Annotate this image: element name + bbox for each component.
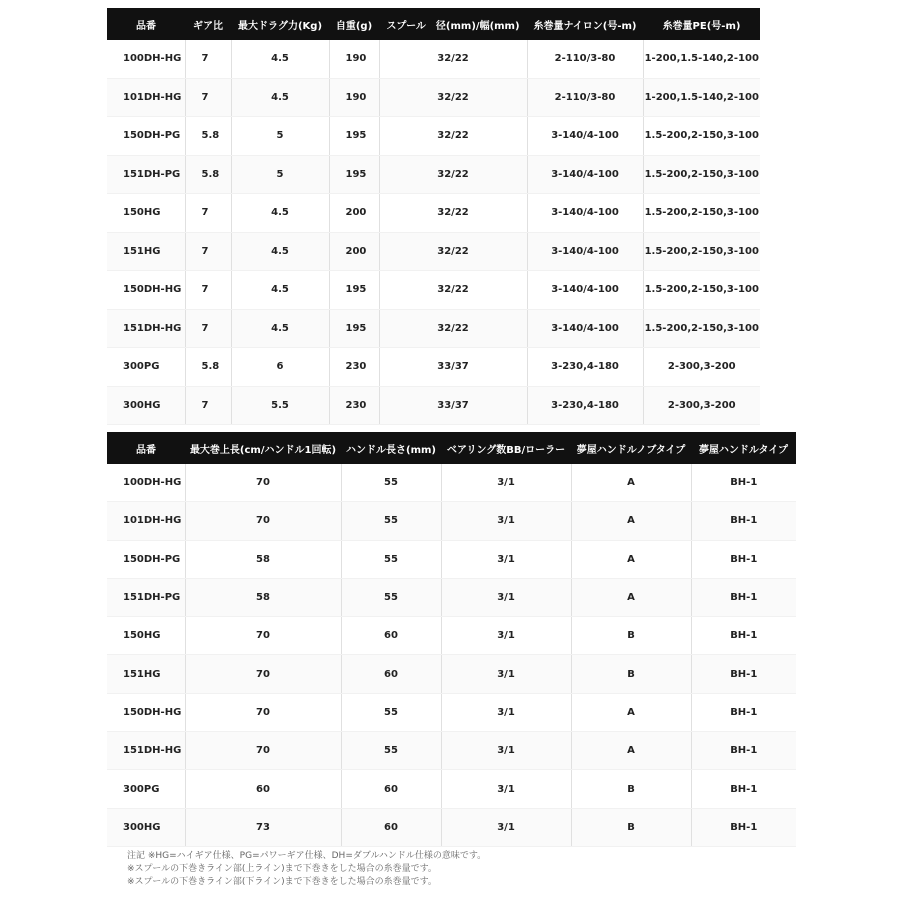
- table-cell: 195: [329, 309, 379, 348]
- table-cell: 150DH-PG: [107, 117, 185, 156]
- column-header: 最大ドラグ力(Kg): [231, 8, 329, 40]
- table-cell: 101DH-HG: [107, 502, 185, 540]
- table-row: [107, 770, 796, 808]
- table-cell: 2-300,3-200: [643, 386, 760, 425]
- table-header-row: [107, 8, 760, 40]
- table-cell: BH-1: [691, 808, 796, 846]
- column-header: ギア比: [185, 8, 231, 40]
- table-cell: 100DH-HG: [107, 464, 185, 502]
- table-row: [107, 194, 760, 233]
- column-header: 糸巻量PE(号-m): [643, 8, 760, 40]
- table-cell: 151DH-PG: [107, 578, 185, 616]
- table-cell: BH-1: [691, 578, 796, 616]
- table-cell: 70: [185, 464, 341, 502]
- table-cell: 3/1: [441, 693, 571, 731]
- table-cell: 1-200,1.5-140,2-100: [643, 40, 760, 78]
- table-row: [107, 464, 796, 502]
- table-cell: 58: [185, 540, 341, 578]
- table-cell: 1-200,1.5-140,2-100: [643, 78, 760, 117]
- table-cell: 7: [185, 40, 231, 78]
- column-header: 品番: [107, 432, 185, 464]
- table-cell: 300HG: [107, 386, 185, 425]
- table-cell: 3-140/4-100: [527, 117, 643, 156]
- table-cell: BH-1: [691, 732, 796, 770]
- column-header: スプール 径(mm)/幅(mm): [379, 8, 527, 40]
- table-cell: 151HG: [107, 232, 185, 271]
- table-cell: 32/22: [379, 232, 527, 271]
- table-row: [107, 617, 796, 655]
- table-cell: 4.5: [231, 40, 329, 78]
- table-cell: 230: [329, 386, 379, 425]
- table-cell: 150HG: [107, 617, 185, 655]
- table-cell: 73: [185, 808, 341, 846]
- table-cell: 195: [329, 271, 379, 310]
- table-cell: 7: [185, 309, 231, 348]
- table-cell: 32/22: [379, 78, 527, 117]
- table-cell: 3-140/4-100: [527, 155, 643, 194]
- table-cell: 4.5: [231, 271, 329, 310]
- table-row: [107, 502, 796, 540]
- table-cell: 150DH-HG: [107, 271, 185, 310]
- footnote: ※スプールの下巻きライン部(上ライン)まで下巻きをした場合の糸巻量です。: [127, 864, 437, 874]
- table-cell: 1.5-200,2-150,3-100: [643, 194, 760, 233]
- table-cell: 32/22: [379, 40, 527, 78]
- table-cell: A: [571, 578, 691, 616]
- column-header: 品番: [107, 8, 185, 40]
- table-row: [107, 540, 796, 578]
- table-cell: 3/1: [441, 502, 571, 540]
- table-cell: 6: [231, 348, 329, 387]
- table-cell: 55: [341, 693, 441, 731]
- table-cell: 5.8: [185, 155, 231, 194]
- table-cell: 3/1: [441, 578, 571, 616]
- table-cell: 230: [329, 348, 379, 387]
- table-cell: 1.5-200,2-150,3-100: [643, 232, 760, 271]
- column-header: 夢屋ハンドルノブタイプ: [571, 432, 691, 464]
- table-cell: 5.8: [185, 117, 231, 156]
- table-cell: 3/1: [441, 808, 571, 846]
- table-cell: 2-110/3-80: [527, 78, 643, 117]
- column-header: ベアリング数BB/ローラー: [441, 432, 571, 464]
- table-cell: 3/1: [441, 540, 571, 578]
- table-cell: 33/37: [379, 386, 527, 425]
- table-cell: 300HG: [107, 808, 185, 846]
- table-cell: 7: [185, 194, 231, 233]
- column-header: 最大巻上長(cm/ハンドル1回転): [185, 432, 341, 464]
- table-cell: 151HG: [107, 655, 185, 693]
- table-cell: 200: [329, 194, 379, 233]
- table-row: [107, 309, 760, 348]
- table-cell: 200: [329, 232, 379, 271]
- table-cell: 3/1: [441, 617, 571, 655]
- table-cell: A: [571, 464, 691, 502]
- table-cell: 60: [341, 770, 441, 808]
- table-cell: B: [571, 655, 691, 693]
- column-header: 夢屋ハンドルタイプ: [691, 432, 796, 464]
- table-cell: 5.5: [231, 386, 329, 425]
- table-cell: 55: [341, 732, 441, 770]
- table-cell: 55: [341, 540, 441, 578]
- table-cell: 4.5: [231, 194, 329, 233]
- table-cell: 4.5: [231, 232, 329, 271]
- table-cell: BH-1: [691, 693, 796, 731]
- table-cell: 190: [329, 40, 379, 78]
- table-cell: 195: [329, 117, 379, 156]
- table-cell: 300PG: [107, 770, 185, 808]
- table-cell: 3/1: [441, 770, 571, 808]
- table-cell: 32/22: [379, 271, 527, 310]
- table-cell: 195: [329, 155, 379, 194]
- table-cell: 101DH-HG: [107, 78, 185, 117]
- table-cell: 60: [341, 655, 441, 693]
- table-cell: 55: [341, 502, 441, 540]
- table-cell: 1.5-200,2-150,3-100: [643, 155, 760, 194]
- table-row: [107, 232, 760, 271]
- table-cell: 3-140/4-100: [527, 232, 643, 271]
- table-cell: B: [571, 617, 691, 655]
- table-header-row: [107, 432, 796, 464]
- table-cell: 3-140/4-100: [527, 194, 643, 233]
- table-cell: A: [571, 502, 691, 540]
- table-cell: 1.5-200,2-150,3-100: [643, 117, 760, 156]
- table-row: [107, 348, 760, 387]
- table-cell: 151DH-HG: [107, 309, 185, 348]
- table-cell: 3-140/4-100: [527, 271, 643, 310]
- footnotes: [127, 850, 486, 889]
- table-cell: BH-1: [691, 770, 796, 808]
- table-cell: 2-110/3-80: [527, 40, 643, 78]
- table-cell: 32/22: [379, 309, 527, 348]
- table-cell: 60: [185, 770, 341, 808]
- footnote: ※スプールの下巻きライン部(下ライン)まで下巻きをした場合の糸巻量です。: [127, 877, 437, 887]
- table-cell: 60: [341, 808, 441, 846]
- table-cell: 7: [185, 386, 231, 425]
- spec-table-2: [107, 432, 796, 847]
- table-cell: 70: [185, 693, 341, 731]
- table-cell: BH-1: [691, 540, 796, 578]
- table-row: [107, 155, 760, 194]
- table-cell: BH-1: [691, 617, 796, 655]
- table-cell: 32/22: [379, 194, 527, 233]
- table-cell: 151DH-PG: [107, 155, 185, 194]
- table-cell: 60: [341, 617, 441, 655]
- table-cell: BH-1: [691, 502, 796, 540]
- column-header: 糸巻量ナイロン(号-m): [527, 8, 643, 40]
- table-row: [107, 808, 796, 846]
- table-cell: A: [571, 732, 691, 770]
- table-cell: 150HG: [107, 194, 185, 233]
- table-cell: 2-300,3-200: [643, 348, 760, 387]
- table-cell: 4.5: [231, 78, 329, 117]
- table-cell: 3/1: [441, 464, 571, 502]
- table-cell: B: [571, 770, 691, 808]
- table-cell: 7: [185, 232, 231, 271]
- table-cell: 70: [185, 732, 341, 770]
- table-cell: 3-230,4-180: [527, 348, 643, 387]
- table-cell: 55: [341, 578, 441, 616]
- table-cell: 70: [185, 502, 341, 540]
- table-cell: BH-1: [691, 464, 796, 502]
- table-cell: 70: [185, 655, 341, 693]
- table-cell: 7: [185, 78, 231, 117]
- table-cell: 3-230,4-180: [527, 386, 643, 425]
- table-cell: 150DH-HG: [107, 693, 185, 731]
- table-cell: 33/37: [379, 348, 527, 387]
- table-cell: 32/22: [379, 155, 527, 194]
- table-cell: 7: [185, 271, 231, 310]
- table-cell: 190: [329, 78, 379, 117]
- table-row: [107, 117, 760, 156]
- table-cell: 58: [185, 578, 341, 616]
- table-cell: 70: [185, 617, 341, 655]
- table-cell: 4.5: [231, 309, 329, 348]
- table-cell: 3/1: [441, 655, 571, 693]
- table-cell: 5: [231, 117, 329, 156]
- table-cell: 5: [231, 155, 329, 194]
- table-cell: 1.5-200,2-150,3-100: [643, 271, 760, 310]
- table-row: [107, 271, 760, 310]
- table-row: [107, 78, 760, 117]
- table-row: [107, 386, 760, 425]
- table-cell: 1.5-200,2-150,3-100: [643, 309, 760, 348]
- table-row: [107, 693, 796, 731]
- column-header: 自重(g): [329, 8, 379, 40]
- table-cell: 151DH-HG: [107, 732, 185, 770]
- table-cell: 55: [341, 464, 441, 502]
- table-cell: 150DH-PG: [107, 540, 185, 578]
- footnote: 注記 ※HG=ハイギア仕様、PG=パワーギア仕様、DH=ダブルハンドル仕様の意味です。: [127, 851, 487, 861]
- spec-table-1: [107, 8, 760, 425]
- table-cell: A: [571, 693, 691, 731]
- table-cell: 32/22: [379, 117, 527, 156]
- table-row: [107, 578, 796, 616]
- table-cell: 3-140/4-100: [527, 309, 643, 348]
- table-row: [107, 40, 760, 78]
- table-row: [107, 732, 796, 770]
- table-cell: 5.8: [185, 348, 231, 387]
- table-cell: 300PG: [107, 348, 185, 387]
- table-row: [107, 655, 796, 693]
- table-cell: A: [571, 540, 691, 578]
- table-cell: 100DH-HG: [107, 40, 185, 78]
- table-cell: 3/1: [441, 732, 571, 770]
- table-cell: BH-1: [691, 655, 796, 693]
- column-header: ハンドル長さ(mm): [341, 432, 441, 464]
- table-cell: B: [571, 808, 691, 846]
